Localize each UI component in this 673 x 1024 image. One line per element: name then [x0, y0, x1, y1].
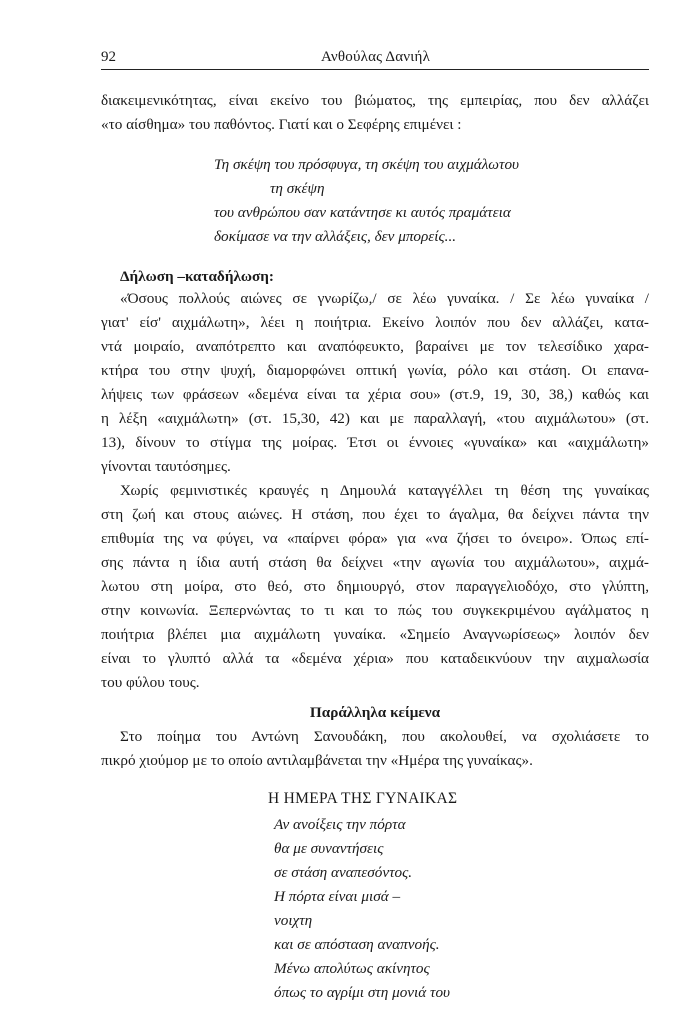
poem-line: νοιχτη — [274, 912, 313, 929]
quote-line: δοκίμασε να την αλλάξεις, δεν μπορείς... — [214, 228, 457, 245]
body-line: γίνονται ταυτόσημες. — [101, 458, 231, 475]
body-line: σης πάντα η ίδια αυτή στάση θα δείχνει «την αγωνία του αιχμάλωτου», αιχμά- — [101, 554, 649, 571]
body-line: διακειμενικότητας, είναι εκείνο του βιώματος, της εμπειρίας, που δεν αλλάζει — [101, 92, 649, 109]
poem-line: και σε απόσταση αναπνοής. — [274, 936, 440, 953]
body-line: 13), δίνουν το στίγμα της μοίρας. Έτσι οι έννοιες «γυναίκα» και «αιχμάλωτη» — [101, 434, 649, 451]
poem-line: όπως το αγρίμι στη μονιά του — [274, 984, 451, 1001]
body-line: στην κοινωνία. Ξεπερνώντας το τι και το πώς του συγκεκριμένου αγάλματος η — [101, 602, 649, 619]
poem-line: Η πόρτα είναι μισά – — [274, 888, 401, 905]
running-title: Ανθούλας Δανιήλ — [321, 49, 431, 65]
poem-line: σε στάση αναπεσόντος. — [274, 864, 413, 881]
header-rule — [101, 69, 649, 70]
body-line: πικρό χιούμορ με το οποίο αντιλαμβάνεται την «Ημέρα της γυναίκας». — [101, 752, 533, 769]
quote-line: Τη σκέψη του πρόσφυγα, τη σκέψη του αιχμάλωτου — [214, 156, 520, 173]
body-line: «το αίσθημα» του παθόντος. Γιατί και ο Σεφέρης επιμένει : — [101, 116, 462, 133]
section-heading: Παράλληλα κείμενα — [309, 704, 441, 721]
body-line: στη ζωή και στους αιώνες. Η στάση, που έχει το άγαλμα, θα δείχνει πάντα την — [101, 506, 649, 523]
quote-line: τη σκέψη — [270, 180, 325, 197]
body-line: λωτου στη μοίρα, στο θεό, στο δημιουργό, στον παραγγελιοδόχο, στο γλύπτη, — [101, 578, 649, 595]
body-line: η λέξη «αιχμάλωτη» (στ. 15,30, 42) και με παραλλαγή, «του αιχμάλωτου» (στ. — [101, 410, 649, 427]
body-line: Χωρίς φεμινιστικές κραυγές η Δημουλά καταγγέλλει τη θέση της γυναίκας — [120, 482, 649, 499]
body-line: του φύλου τους. — [101, 674, 200, 691]
body-line: ποιήτρια βλέπει μια αιχμάλωτη γυναίκα. «Σημείο Αναγνωρίσεως» λοιπόν δεν — [101, 626, 649, 643]
poem-line: Αν ανοίξεις την πόρτα — [274, 816, 406, 833]
body-line: «Όσους πολλούς αιώνες σε γνωρίζω,/ σε λέω γυναίκα. / Σε λέω γυναίκα / — [120, 290, 649, 307]
quote-line: του ανθρώπου σαν κατάντησε κι αυτός πραμάτεια — [214, 204, 511, 221]
section-heading: Δήλωση –καταδήλωση: — [120, 268, 274, 285]
poem-line: Μένω απολύτως ακίνητος — [274, 960, 430, 977]
body-line: κτήρα του στην ψυχή, διαμορφώνει οπτική γωνία, ρόλο και στάση. Οι επανα- — [101, 362, 649, 379]
poem-title: Η ΗΜΕΡΑ ΤΗΣ ΓΥΝΑΙΚΑΣ — [268, 790, 458, 807]
body-line: λήψεις των φράσεων «δεμένα είναι τα χέρια σου» (στ.9, 19, 30, 38,) καθώς και — [101, 386, 649, 403]
page-header — [101, 47, 649, 69]
body-line: επιθυμία της να φύγει, να «παίρνει φόρα» για «να ζήσει το όνειρο». Όπως επί- — [101, 530, 649, 547]
body-line: είναι το γλυπτό αλλά τα «δεμένα χέρια» που καταδεικνύουν την αιχμαλωσία — [101, 650, 649, 667]
page-number: 92 — [101, 49, 116, 65]
body-line: ντά μοιραίο, αναπότρεπτο και αναπόφευκτο, βαραίνει με τον τελεσίδικο χαρα- — [101, 338, 649, 355]
poem-line: θα με συναντήσεις — [274, 840, 384, 857]
body-line: Στο ποίημα του Αντώνη Σανουδάκη, που ακολουθεί, να σχολιάσετε το — [120, 728, 649, 745]
body-line: γιατ' είσ' αιχμάλωτη», λέει η ποιήτρια. Εκείνο λοιπόν που δεν αλλάζει, κατα- — [101, 314, 649, 331]
